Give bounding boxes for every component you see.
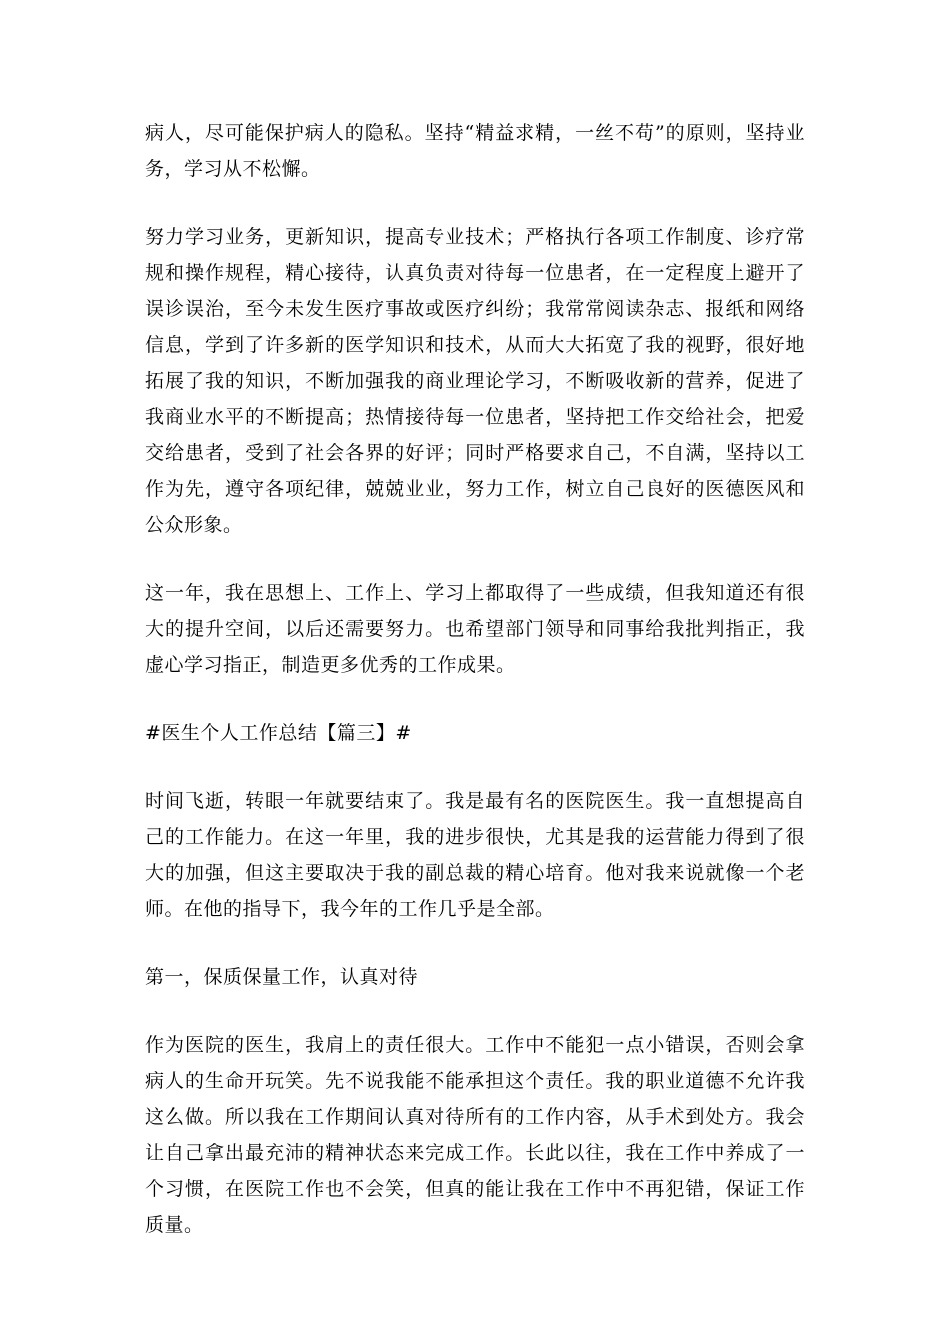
paragraph-professional-study: 努力学习业务，更新知识，提高专业技术；严格执行各项工作制度、诊疗常规和操作规程，精心接待，认真负责对待每一位患者，在一定程度上避开了误诊误治，至今未发生医疗事故或医疗纠纷；我常常阅读杂志、报纸和网络信息，学到了许多新的医学知识和技术，从而大大拓宽了我的视野，很好地拓展了我的知识，不断加强我的商业理论学习，不断吸收新的营养，促进了我商业水平的不断提高；热情接待每一位患者，坚持把工作交给社会，把爱交给患者，受到了社会各界的好评；同时严格要求自己，不自满，坚持以工作为先，遵守各项纪律，兢兢业业，努力工作，树立自己良好的医德医风和公众形象。 <box>145 226 805 536</box>
paragraph-year-summary: 这一年，我在思想上、工作上、学习上都取得了一些成绩，但我知道还有很大的提升空间，以后还需要努力。也希望部门领导和同事给我批判指正，我虚心学习指正，制造更多优秀的工作成果。 <box>145 582 805 676</box>
paragraph-privacy-principle: 病人，尽可能保护病人的隐私。坚持“精益求精，一丝不苟”的原则，坚持业务，学习从不松懈。 <box>145 122 805 180</box>
document-body <box>145 115 805 1275</box>
subheading-quality-work: 第一，保质保量工作，认真对待 <box>145 966 419 988</box>
paragraph-time-flies: 时间飞逝，转眼一年就要结束了。我是最有名的医院医生。我一直想提高自己的工作能力。在这一年里，我的进步很快，尤其是我的运营能力得到了很大的加强，但这主要取决于我的副总裁的精心培育。他对我来说就像一个老师。在他的指导下，我今年的工作几乎是全部。 <box>145 790 805 920</box>
section-heading: #医生个人工作总结【篇三】# <box>145 722 412 744</box>
paragraph-responsibility: 作为医院的医生，我肩上的责任很大。工作中不能犯一点小错误，否则会拿病人的生命开玩笑。先不说我能不能承担这个责任。我的职业道德不允许我这么做。所以我在工作期间认真对待所有的工作内容，从手术到处方。我会让自己拿出最充沛的精神状态来完成工作。长此以往，我在工作中养成了一个习惯，在医院工作也不会笑，但真的能让我在工作中不再犯错，保证工作质量。 <box>145 1034 805 1236</box>
